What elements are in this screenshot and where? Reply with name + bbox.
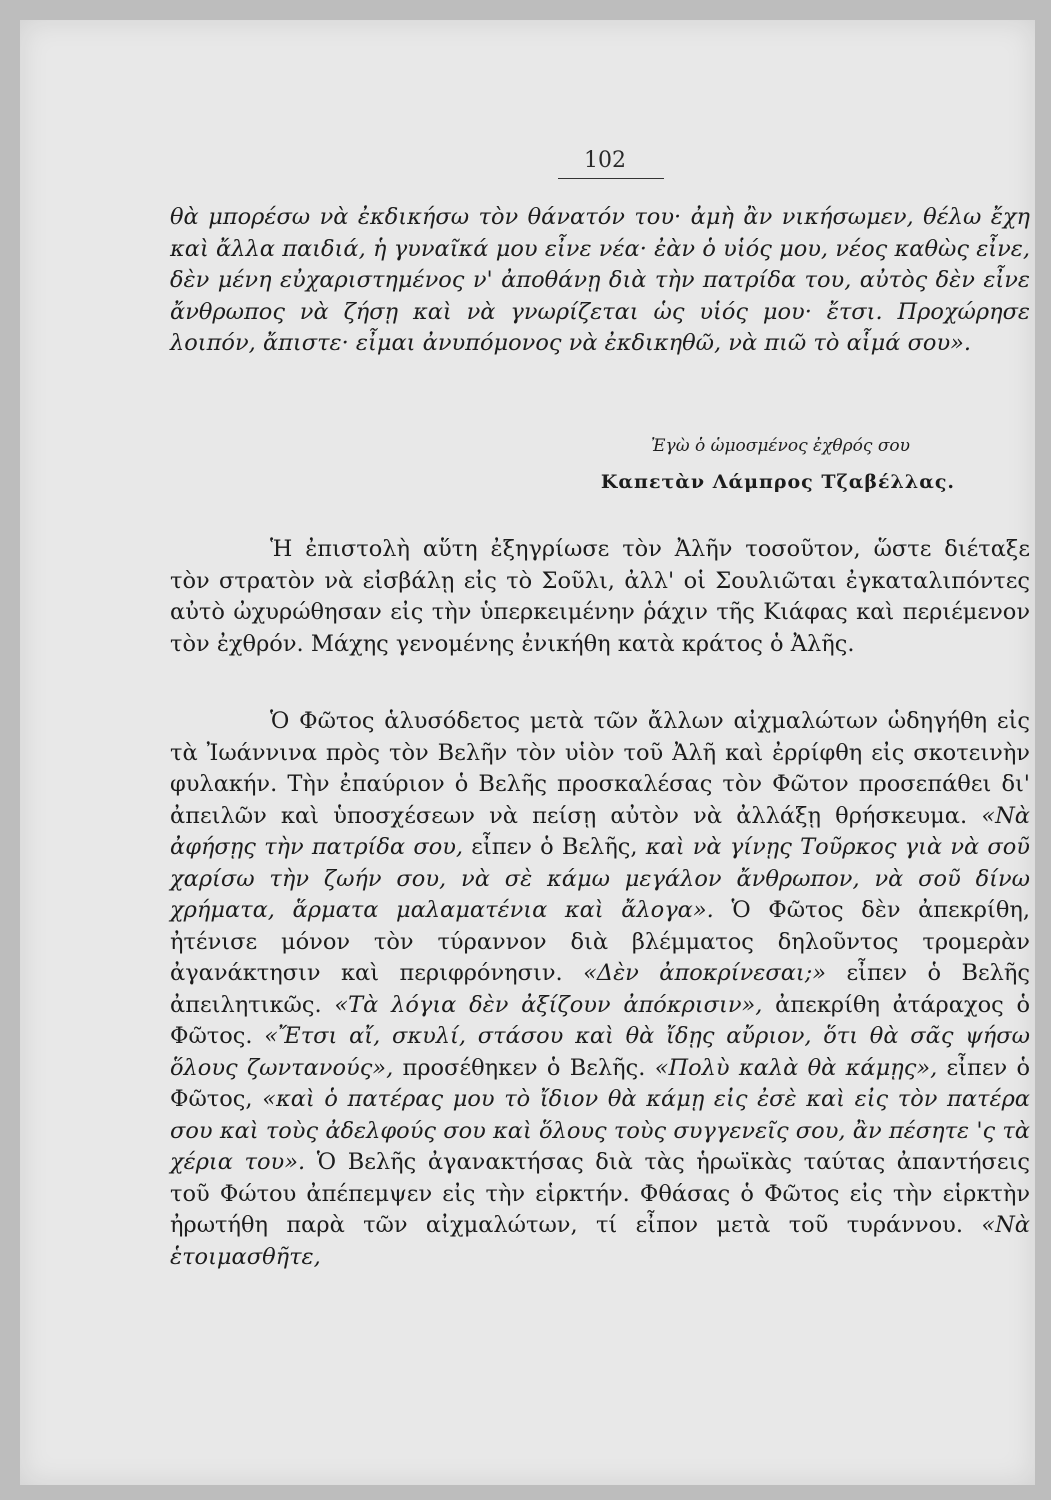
narration: Ὁ Φῶτος ἁλυσόδετος μετὰ τῶν ἄλλων αἰχμαλώτων ὡδηγήθη εἰς τὰ Ἰωάννινα πρὸς τὸν Βελῆν τὸν υἱὸν τοῦ Ἀλῆ καὶ ἐρρίφθη εἰς σκοτεινὴν φυλακήν. Τὴν ἐπαύριον ὁ Βελῆς προσκαλέσας τὸν Φῶτον προσεπάθει δι' ἀπειλῶν καὶ ὑποσχέσεων νὰ πείσῃ αὐτὸν νὰ ἀλλάξῃ θρήσκευμα. [170,708,1030,829]
quote-veli: «Ἔτσι αἴ, σκυλί, στάσου καὶ θὰ ἴδῃς αὔριον, ὅτι θὰ σᾶς ψήσω ὅλους ζωντανούς», [170,1023,1030,1081]
paragraph-text [170,706,1030,1273]
letter-closing: Ἐγὼ ὁ ὡμοσμένος ἐχθρός σου [651,436,910,456]
quote-fotos: «καὶ ὁ πατέρας μου τὸ ἴδιον θὰ κάμῃ εἰς ἐσὲ καὶ εἰς τὸν πατέρα σου καὶ τοὺς ἀδελφούς σου καὶ ὅλους τοὺς συγγενεῖς σου, ἂν πέσητε 'ς τὰ χέρια του». [170,1086,1030,1175]
quote-veli: «Δὲν ἀποκρίνεσαι;» [583,960,827,986]
page-number-rule [558,178,664,179]
quote-veli: καὶ νὰ γίνῃς Τοῦρκος γιὰ νὰ σοῦ χαρίσω τὴν ζωήν σου, νὰ σὲ κάμω μεγάλον ἄνθρωπον, νὰ σοῦ δίνω χρήματα, ἅρματα μαλαματένια καὶ ἄλογα». [170,834,1030,923]
quote-fotos: «Τὰ λόγια δὲν ἀξίζουν ἀπόκρισιν», [334,991,763,1018]
quote-veli: «Νὰ ἀφήσῃς τὴν πατρίδα σου, [170,802,1030,860]
document-page [20,20,1035,1485]
paragraph-text: Ἡ ἐπιστολὴ αὕτη ἐξηγρίωσε τὸν Ἀλῆν τοσοῦτον, ὥστε διέταξε τὸν στρατὸν νὰ εἰσβάλῃ εἰς τὸ Σοῦλι, ἀλλ' οἱ Σουλιῶται ἐγκαταλιπόντες αὐτὸ ὠχυρώθησαν εἰς τὴν ὑπερκειμένην ῥάχιν τῆς Κιάφας καὶ περιέμενον τὸν ἐχθρόν. Μάχης γενομένης ἐνικήθη κατὰ κράτος ὁ Ἀλῆς. [170,536,1030,657]
paragraph-letter-end [170,202,1030,360]
narration: εἶπεν ὁ Βελῆς ἀπειλητικῶς. [170,960,1030,1018]
letter-signature: Καπετὰν Λάμπρος Τζαβέλλας. [600,471,955,493]
paragraph-text: θὰ μπορέσω νὰ ἐκδικήσω τὸν θάνατόν του· ἀμὴ ἂν νικήσωμεν, θέλω ἔχη καὶ ἄλλα παιδιά, ἡ γυναῖκά μου εἶνε νέα· ἐὰν ὁ υἱός μου, νέος καθὼς εἶνε, δὲν μένη εὐχαριστημένος ν' ἀποθάνῃ διὰ τὴν πατρίδα του, αὐτὸς δὲν εἶνε ἄνθρωπος νὰ ζήσῃ καὶ νὰ γνωρίζεται ὡς υἱός μου· ἔτσι. Προχώρησε λοιπόν, ἄπιστε· εἶμαι ἀνυπόμονος νὰ ἐκδικηθῶ, νὰ πιῶ τὸ αἷμά σου». [170,204,1030,356]
narration: Ὁ Φῶτος δὲν ἀπεκρίθη, ἠτένισε μόνον τὸν τύραννον διὰ βλέμματος δηλοῦντος τρομερὰν ἀγανάκτησιν καὶ περιφρόνησιν. [170,897,1031,986]
narration: εἶπεν ὁ Φῶτος, [170,1054,1031,1112]
narration: ἀπεκρίθη ἀτάραχος ὁ Φῶτος. [170,991,1030,1049]
paragraph-fotos-captivity [170,706,1030,1273]
paragraph-ali-reaction [170,534,1030,660]
narration: εἶπεν ὁ Βελῆς, [463,834,646,860]
quote-fotos: «Νὰ ἑτοιμασθῆτε, [170,1212,1030,1270]
narration: προσέθηκεν ὁ Βελῆς. [393,1054,655,1081]
page-number: 102 [584,148,626,173]
quote-fotos: «Πολὺ καλὰ θὰ κάμῃς», [654,1054,938,1081]
narration: Ὁ Βελῆς ἀγανακτήσας διὰ τὰς ἡρωϊκὰς ταύτας ἀπαντήσεις τοῦ Φώτου ἀπέπεμψεν εἰς τὴν εἱρκτήν. Φθάσας ὁ Φῶτος εἰς τὴν εἱρκτὴν ἠρωτήθη παρὰ τῶν αἰχμαλώτων, τί εἶπον μετὰ τοῦ τυράννου. [170,1149,1030,1238]
